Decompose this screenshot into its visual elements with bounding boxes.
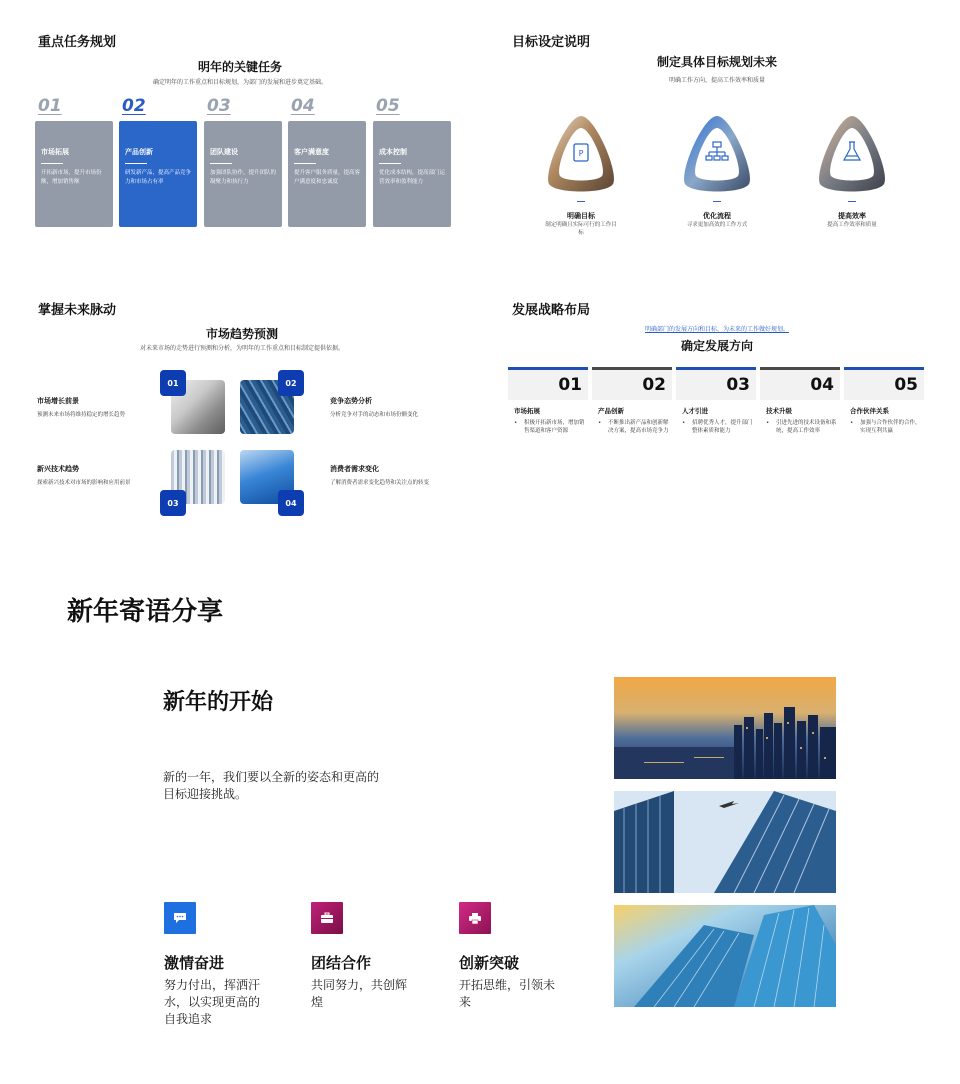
trend-desc: 预测未来市场将维持稳定的增长趋势 bbox=[37, 412, 126, 418]
column-name: 市场拓展 bbox=[514, 407, 540, 415]
trend-item bbox=[330, 396, 418, 418]
printer-icon bbox=[459, 902, 491, 934]
bullet-dot: • bbox=[682, 420, 686, 426]
slide-heading: 市场趋势预测 bbox=[205, 327, 278, 341]
divider bbox=[713, 201, 721, 202]
slide-heading: 明年的关键任务 bbox=[197, 60, 282, 74]
slide-link[interactable]: 明确部门的发展方向和目标，为未来的工作做好规划。 bbox=[644, 326, 789, 333]
task-card-title: 产品创新 bbox=[125, 148, 153, 156]
trend-item bbox=[330, 464, 429, 486]
column-number: 02 bbox=[592, 370, 672, 400]
task-number: 05 bbox=[376, 96, 400, 116]
slide-title: 重点任务规划 bbox=[38, 35, 117, 50]
goal-desc: 寻求更加高效的工作方式 bbox=[686, 222, 748, 228]
column-name: 合作伙伴关系 bbox=[850, 407, 889, 415]
column-name: 人才引进 bbox=[682, 407, 708, 415]
feature-desc-line: 来 bbox=[459, 995, 472, 1009]
slide-title: 目标设定说明 bbox=[512, 35, 591, 50]
slide-title: 新年寄语分享 bbox=[67, 597, 224, 627]
goal-title: 明确目标 bbox=[567, 212, 595, 220]
section-heading: 新年的开始 bbox=[163, 690, 274, 715]
slide-new-year-message bbox=[0, 544, 960, 1084]
task-card bbox=[288, 121, 366, 227]
slide-subheading: 明确工作方向，提高工作效率和质量 bbox=[668, 77, 765, 84]
feature-desc-line: 努力付出，挥洒汗 bbox=[164, 978, 261, 992]
slide-subheading: 确定明年的工作重点和目标规划，为部门的发展和进步奠定基础。 bbox=[152, 79, 327, 86]
task-number: 02 bbox=[122, 96, 146, 116]
task-card-desc: 加强团队协作，提升团队的凝聚力和执行力 bbox=[210, 170, 277, 185]
feature-desc bbox=[311, 977, 431, 1011]
strategy-column bbox=[508, 367, 588, 435]
trend-desc: 了解消费者需求变化趋势和关注点的转变 bbox=[330, 480, 430, 486]
slide-heading: 制定具体目标规划未来 bbox=[656, 55, 777, 69]
trend-desc: 探索新兴技术对市场的影响和应用前景 bbox=[37, 480, 131, 486]
feature-item bbox=[459, 902, 579, 1011]
goal-desc: 提高工作效率和质量 bbox=[827, 222, 877, 228]
slide-title: 掌握未来脉动 bbox=[38, 303, 117, 318]
slide-strategy bbox=[480, 270, 960, 540]
bullet-dot: • bbox=[598, 420, 602, 426]
trend-desc: 分析竞争对手的动态和市场份额变化 bbox=[330, 412, 419, 418]
trend-title: 新兴技术趋势 bbox=[37, 465, 79, 473]
column-bullet bbox=[598, 419, 672, 435]
feature-title: 激情奋进 bbox=[164, 954, 225, 972]
body-line: 新的一年，我们要以全新的姿态和更高的 bbox=[163, 770, 380, 784]
feature-item bbox=[311, 902, 431, 1011]
task-card-desc: 开拓新市场，提升市场份额，增加销售额 bbox=[41, 170, 102, 185]
feature-desc bbox=[459, 977, 579, 1011]
feature-desc-line: 共同努力，共创辉 bbox=[311, 978, 408, 992]
goal-image-frame bbox=[810, 112, 894, 196]
feature-desc-line: 煌 bbox=[311, 995, 324, 1009]
column-number: 05 bbox=[844, 370, 924, 400]
column-number: 01 bbox=[508, 370, 588, 400]
goal-desc: 制定明确且实际可行的工作目标 bbox=[545, 222, 617, 236]
task-number: 03 bbox=[207, 96, 231, 116]
slide-title: 发展战略布局 bbox=[512, 303, 591, 318]
goal-title: 提高效率 bbox=[838, 212, 866, 220]
number-badge: 03 bbox=[160, 490, 186, 516]
task-card-desc: 研发新产品，提高产品竞争力和市场占有率 bbox=[125, 170, 192, 185]
task-card-title: 成本控制 bbox=[379, 148, 407, 156]
city-skyline-image bbox=[614, 677, 836, 779]
feature-title: 创新突破 bbox=[459, 954, 520, 972]
task-card-title: 客户满意度 bbox=[294, 148, 329, 156]
feature-item bbox=[164, 902, 284, 1028]
column-desc: 积极开拓新市场，增加销售渠道和客户资源 bbox=[524, 420, 585, 434]
divider bbox=[848, 201, 856, 202]
goal-image-frame bbox=[539, 112, 623, 196]
divider bbox=[41, 163, 63, 164]
skyscraper-image bbox=[614, 905, 836, 1007]
task-card-title: 市场拓展 bbox=[41, 148, 69, 156]
chat-bubble-icon bbox=[164, 902, 196, 934]
trend-item bbox=[37, 396, 125, 418]
divider bbox=[379, 163, 401, 164]
strategy-column bbox=[676, 367, 756, 435]
slide-key-tasks bbox=[0, 0, 480, 270]
task-number: 01 bbox=[38, 96, 62, 116]
number-badge: 01 bbox=[160, 370, 186, 396]
feature-desc bbox=[164, 977, 284, 1028]
column-desc: 不断推出新产品和创新解决方案，提高市场竞争力 bbox=[608, 420, 669, 434]
feature-title: 团结合作 bbox=[311, 954, 372, 972]
number-badge: 02 bbox=[278, 370, 304, 396]
column-name: 技术升级 bbox=[766, 407, 792, 415]
task-card-desc: 优化成本结构，提高部门运营效率和盈利能力 bbox=[379, 170, 446, 185]
column-bullet bbox=[850, 419, 924, 435]
trend-title: 消费者需求变化 bbox=[330, 465, 379, 473]
goal-image-frame bbox=[675, 112, 759, 196]
strategy-column bbox=[844, 367, 924, 435]
task-card bbox=[373, 121, 451, 227]
glass-building-image bbox=[614, 791, 836, 893]
feature-desc-line: 开拓思维，引领未 bbox=[459, 978, 556, 992]
trend-title: 市场增长前景 bbox=[37, 397, 79, 405]
trend-title: 竞争态势分析 bbox=[330, 397, 372, 405]
section-body bbox=[163, 769, 403, 803]
column-number: 03 bbox=[676, 370, 756, 400]
column-bullet bbox=[514, 419, 588, 435]
column-bullet bbox=[682, 419, 756, 435]
column-number: 04 bbox=[760, 370, 840, 400]
slide-subheading: 对未来市场的走势进行预测和分析，为明年的工作重点和目标制定提供依据。 bbox=[139, 345, 344, 352]
svg-text:P: P bbox=[578, 149, 584, 158]
slide-goal-setting bbox=[480, 0, 960, 270]
column-desc: 招聘优秀人才，提升部门整体素质和能力 bbox=[692, 420, 753, 434]
divider bbox=[210, 163, 232, 164]
divider bbox=[577, 201, 585, 202]
task-card bbox=[119, 121, 197, 227]
goal-title: 优化流程 bbox=[703, 212, 731, 220]
strategy-column bbox=[592, 367, 672, 435]
body-line: 目标迎接挑战。 bbox=[163, 787, 248, 801]
trend-item bbox=[37, 464, 131, 486]
bullet-dot: • bbox=[850, 420, 854, 426]
divider bbox=[294, 163, 316, 164]
number-badge: 04 bbox=[278, 490, 304, 516]
bullet-dot: • bbox=[514, 420, 518, 426]
column-desc: 引进先进的技术设备和系统，提高工作效率 bbox=[776, 420, 837, 434]
bullet-dot: • bbox=[766, 420, 770, 426]
column-name: 产品创新 bbox=[598, 407, 624, 415]
task-card-desc: 提升客户服务质量，提高客户满意度和忠诚度 bbox=[294, 170, 361, 185]
slide-market-trends bbox=[0, 270, 480, 540]
task-number: 04 bbox=[291, 96, 315, 116]
feature-desc-line: 水，以实现更高的 bbox=[164, 995, 261, 1009]
feature-desc-line: 自我追求 bbox=[164, 1012, 213, 1026]
divider bbox=[125, 163, 147, 164]
strategy-column bbox=[760, 367, 840, 435]
slide-heading: 确定发展方向 bbox=[680, 339, 753, 353]
briefcase-icon bbox=[311, 902, 343, 934]
column-desc: 加强与合作伙伴的合作，实现互利共赢 bbox=[860, 420, 921, 434]
task-card bbox=[204, 121, 282, 227]
task-card bbox=[35, 121, 113, 227]
task-card-title: 团队建设 bbox=[210, 148, 238, 156]
column-bullet bbox=[766, 419, 840, 435]
